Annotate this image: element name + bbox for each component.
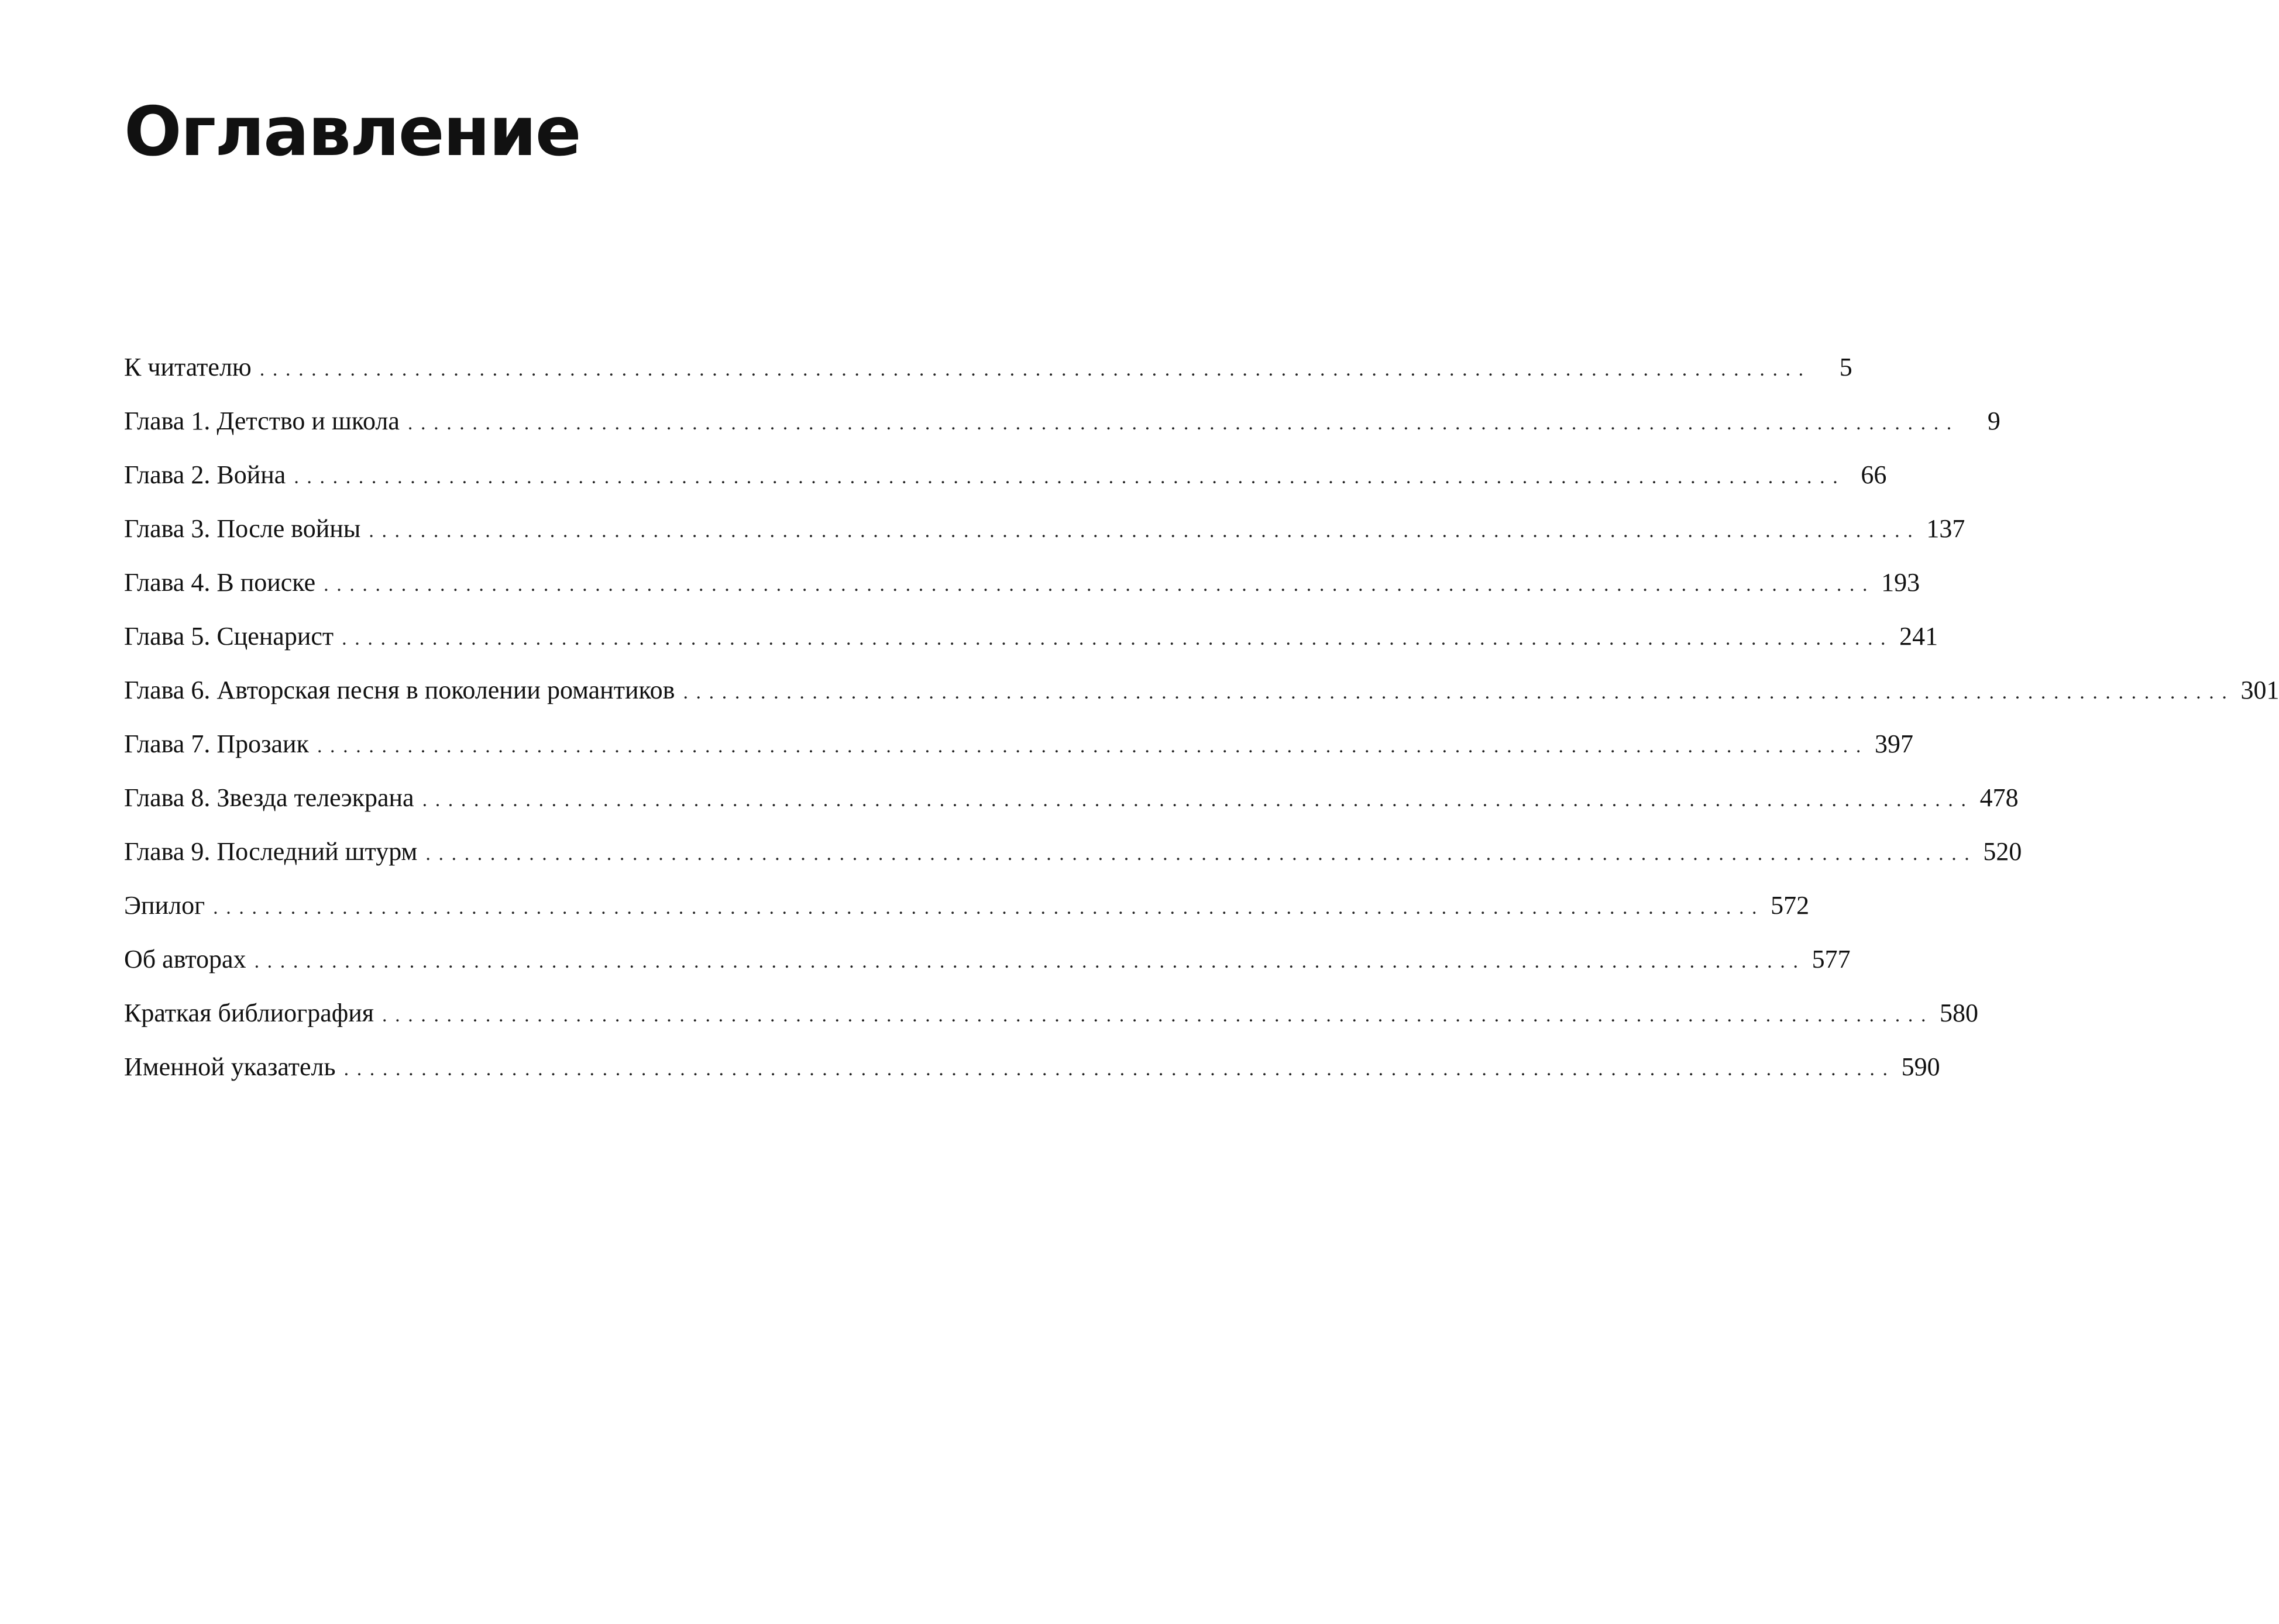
toc-entry-label: Именной указатель	[124, 1052, 336, 1081]
dot-leader: ........................................................................................................................	[213, 897, 1765, 918]
toc-entry-label: К читателю	[124, 353, 252, 381]
dot-leader: ........................................................................................................................	[254, 951, 1806, 972]
toc-entry-page: 577	[1811, 945, 1851, 973]
toc-entry[interactable]	[124, 825, 2022, 879]
toc-entry[interactable]	[124, 717, 1913, 771]
toc-entry[interactable]	[124, 556, 1920, 610]
toc-entry[interactable]	[124, 933, 1851, 986]
toc-entry[interactable]	[124, 986, 1979, 1040]
toc-entry-page: 301	[2240, 676, 2279, 704]
toc-entry-page: 590	[1901, 1052, 1940, 1081]
toc-entry-page: 478	[1979, 783, 2019, 812]
toc-entry-label: Глава 7. Прозаик	[124, 730, 309, 758]
toc-entry[interactable]	[124, 394, 2000, 448]
page-title: Оглавление	[124, 92, 580, 171]
toc-entry-label: Глава 9. Последний штурм	[124, 837, 418, 866]
toc-entry[interactable]	[124, 1040, 1940, 1094]
toc-entry-page: 66	[1861, 460, 1887, 489]
toc-entry[interactable]	[124, 663, 2279, 717]
dot-leader: ........................................................................................................................	[294, 466, 1846, 488]
toc-entry-page: 137	[1926, 514, 1965, 543]
dot-leader: ........................................................................................................................	[259, 359, 1811, 380]
toc-entry[interactable]	[124, 879, 1810, 933]
toc-entry-page: 241	[1899, 622, 1938, 651]
toc-entry-label: Эпилог	[124, 891, 205, 920]
dot-leader: ........................................................................................................................	[369, 520, 1921, 542]
toc-entry-page: 193	[1881, 568, 1920, 597]
toc-entry-page: 9	[1987, 407, 2000, 435]
dot-leader: ........................................................................................................................	[324, 574, 1876, 596]
toc-entry[interactable]	[124, 340, 1852, 394]
dot-leader: ........................................................................................................................	[342, 628, 1894, 649]
toc-entry-label: Глава 8. Звезда телеэкрана	[124, 783, 414, 812]
table-of-contents	[124, 340, 2279, 1094]
toc-entry[interactable]	[124, 448, 1887, 502]
toc-entry-page: 580	[1940, 999, 1979, 1027]
dot-leader: ........................................................................................................................	[425, 843, 1978, 865]
toc-entry-page: 520	[1983, 837, 2022, 866]
dot-leader: ........................................................................................................................	[382, 1004, 1934, 1026]
toc-entry-page: 572	[1771, 891, 1810, 920]
toc-entry-label: Краткая библиография	[124, 999, 374, 1027]
dot-leader: ........................................................................................................................	[317, 735, 1869, 757]
toc-entry-page: 5	[1839, 353, 1852, 381]
toc-entry-label: Глава 3. После войны	[124, 514, 361, 543]
toc-entry-label: Глава 4. В поиске	[124, 568, 316, 597]
toc-entry-page: 397	[1874, 730, 1913, 758]
toc-entry-label: Глава 6. Авторская песня в поколении романтиков	[124, 676, 675, 704]
dot-leader: ........................................................................................................................	[343, 1058, 1896, 1080]
dot-leader: ........................................................................................................................	[407, 412, 1960, 434]
toc-entry[interactable]	[124, 771, 2019, 825]
toc-entry-label: Глава 5. Сценарист	[124, 622, 334, 651]
toc-entry-label: Об авторах	[124, 945, 246, 973]
dot-leader: ........................................................................................................................	[683, 682, 2235, 703]
toc-entry-label: Глава 1. Детство и школа	[124, 407, 400, 435]
toc-entry-label: Глава 2. Война	[124, 460, 286, 489]
toc-entry[interactable]	[124, 610, 1938, 663]
toc-entry[interactable]	[124, 502, 1965, 556]
dot-leader: ........................................................................................................................	[422, 789, 1974, 811]
